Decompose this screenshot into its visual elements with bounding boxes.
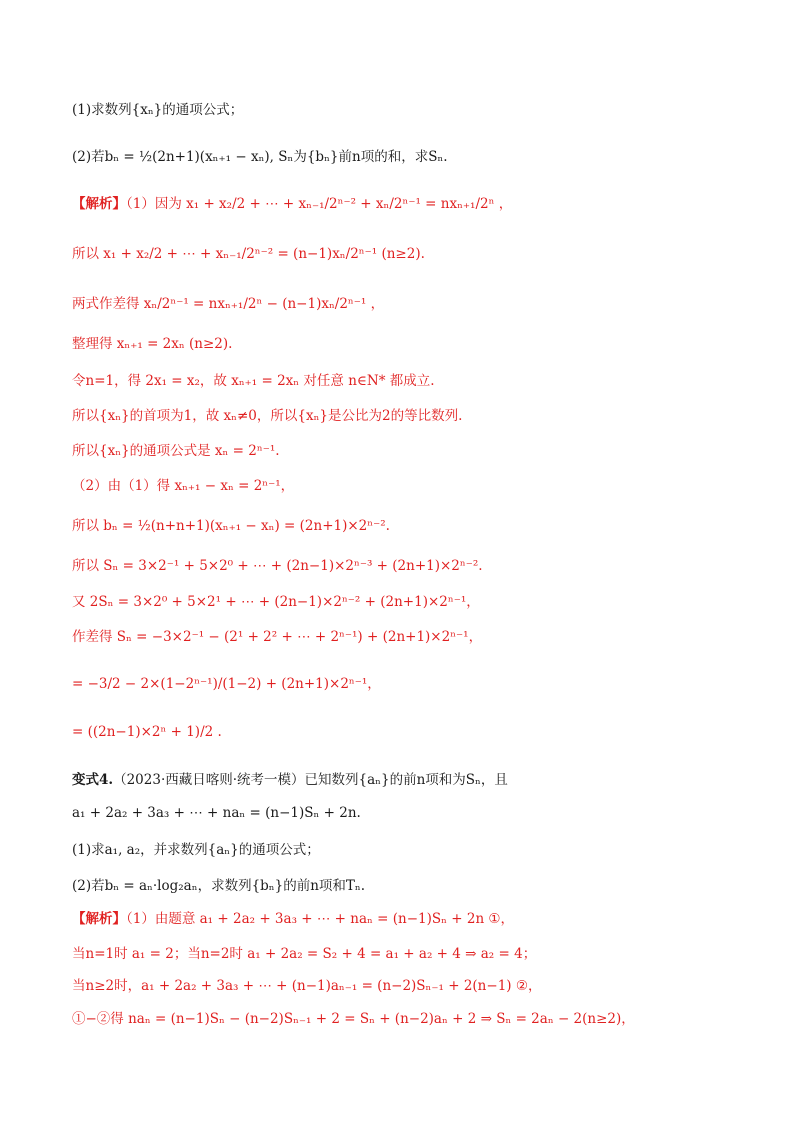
solution-1-line-3: 两式作差得 xₙ/2ⁿ⁻¹ = nxₙ₊₁/2ⁿ − (n−1)xₙ/2ⁿ⁻¹ ， [72, 296, 385, 312]
solution-1-line-9: 所以 bₙ = ½(n+n+1)(xₙ₊₁ − xₙ) = (2n+1)×2ⁿ⁻². [72, 518, 390, 534]
solution-2-line-4: ①−②得 naₙ = (n−1)Sₙ − (n−2)Sₙ₋₁ + 2 = Sₙ + (n−2)aₙ + 2 ⇒ Sₙ = 2aₙ − 2(n≥2)， [72, 1011, 635, 1027]
question-1: (1)求数列{xₙ}的通项公式； [72, 102, 244, 118]
solution-2-line-3: 当n≥2时，a₁ + 2a₂ + 3a₃ + ⋯ + (n−1)aₙ₋₁ = (n−2)Sₙ₋₁ + 2(n−1) ②， [72, 978, 542, 994]
solution-1-line-14: = ((2n−1)×2ⁿ + 1)/2 . [72, 724, 222, 740]
variant-heading: 变式4.（2023·西藏日喀则·统考一模）已知数列{aₙ}的前n项和为Sₙ，且 [72, 772, 508, 788]
solution-1-line-6: 所以{xₙ}的首项为1，故 xₙ≠0，所以{xₙ}是公比为2的等比数列. [72, 408, 463, 424]
solution-1-line-4: 整理得 xₙ₊₁ = 2xₙ (n≥2). [72, 336, 233, 352]
solution-header: 【解析】 [72, 911, 126, 927]
question-2: (2)若bₙ = ½(2n+1)(xₙ₊₁ − xₙ), Sₙ为{bₙ}前n项的和，求Sₙ. [72, 149, 448, 165]
solution-1-line-12: 作差得 Sₙ = −3×2⁻¹ − (2¹ + 2² + ⋯ + 2ⁿ⁻¹) + (2n+1)×2ⁿ⁻¹， [72, 629, 483, 645]
solution-1-line-1: 【解析】（1）因为 x₁ + x₂/2 + ⋯ + xₙ₋₁/2ⁿ⁻² + xₙ/2ⁿ⁻¹ = nxₙ₊₁/2ⁿ ， [72, 196, 513, 212]
solution-1-line-11: 又 2Sₙ = 3×2⁰ + 5×2¹ + ⋯ + (2n−1)×2ⁿ⁻² + (2n+1)×2ⁿ⁻¹， [72, 594, 480, 610]
variant-question-2: (2)若bₙ = aₙ·log₂aₙ，求数列{bₙ}的前n项和Tₙ. [72, 878, 366, 894]
variant-condition: a₁ + 2a₂ + 3a₃ + ⋯ + naₙ = (n−1)Sₙ + 2n. [72, 805, 361, 821]
solution-2-line-2: 当n=1时 a₁ = 2；当n=2时 a₁ + 2a₂ = S₂ + 4 = a₁ + a₂ + 4 ⇒ a₂ = 4； [72, 946, 537, 962]
solution-1-line-13: = −3/2 − 2×(1−2ⁿ⁻¹)/(1−2) + (2n+1)×2ⁿ⁻¹， [72, 676, 381, 692]
solution-1-line-10: 所以 Sₙ = 3×2⁻¹ + 5×2⁰ + ⋯ + (2n−1)×2ⁿ⁻³ + (2n+1)×2ⁿ⁻². [72, 558, 483, 574]
solution-1-line-5: 令n=1，得 2x₁ = x₂，故 xₙ₊₁ = 2xₙ 对任意 n∈N* 都成立. [72, 373, 435, 389]
solution-1-line-2: 所以 x₁ + x₂/2 + ⋯ + xₙ₋₁/2ⁿ⁻² = (n−1)xₙ/2ⁿ⁻¹ (n≥2). [72, 246, 425, 262]
solution-header: 【解析】 [72, 196, 126, 212]
solution-2-line-1: 【解析】（1）由题意 a₁ + 2a₂ + 3a₃ + ⋯ + naₙ = (n−1)Sₙ + 2n ①， [72, 911, 515, 927]
solution-1-line-7: 所以{xₙ}的通项公式是 xₙ = 2ⁿ⁻¹. [72, 443, 280, 459]
variant-question-1: (1)求a₁, a₂，并求数列{aₙ}的通项公式； [72, 842, 320, 858]
variant-label: 变式4. [72, 772, 114, 788]
solution-1-line-8: （2）由（1）得 xₙ₊₁ − xₙ = 2ⁿ⁻¹， [72, 478, 295, 494]
